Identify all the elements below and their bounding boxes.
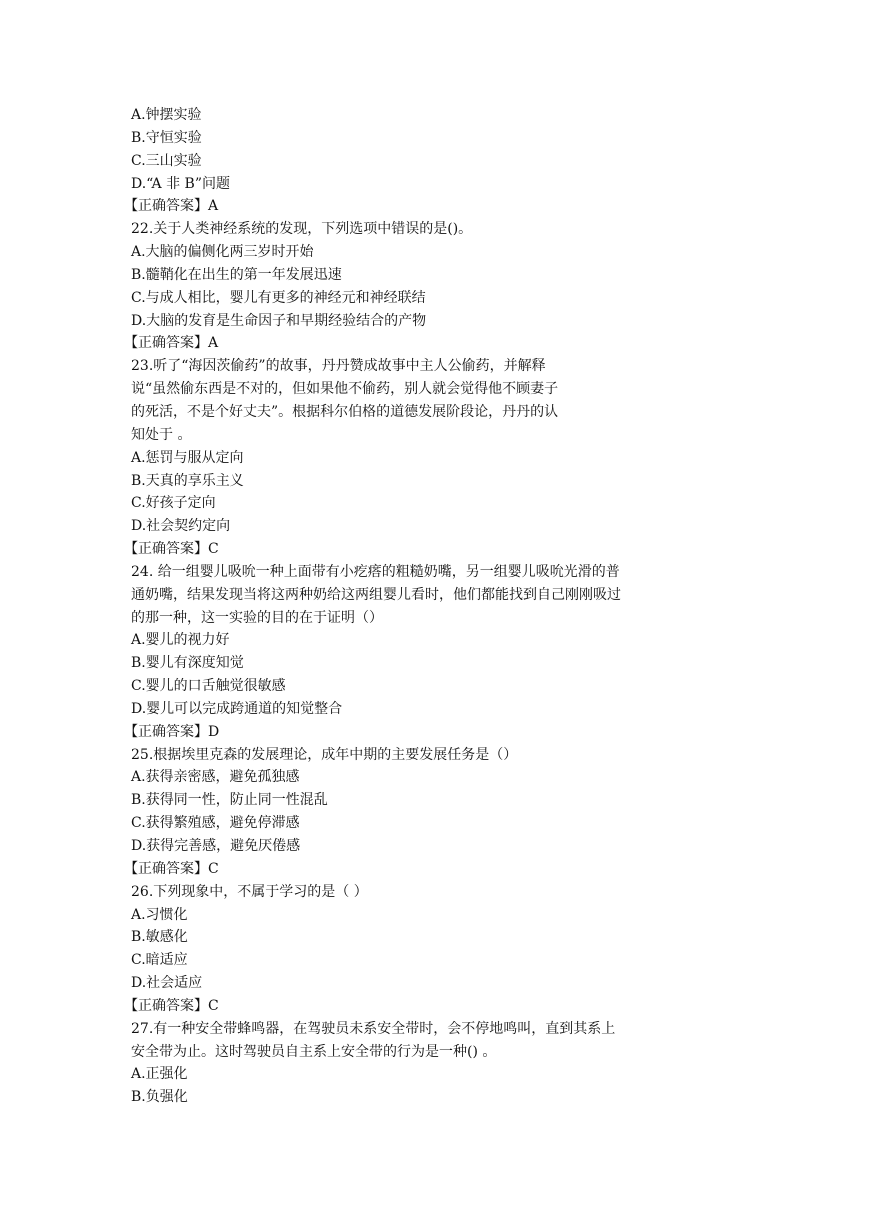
option-line: D.社会适应 bbox=[131, 975, 203, 992]
option-line: B.负强化 bbox=[131, 1089, 188, 1106]
option-line: B.婴儿有深度知觉 bbox=[131, 655, 244, 672]
answer-line: 【正确答案】C bbox=[124, 860, 219, 877]
answer-line: 【正确答案】C bbox=[124, 997, 219, 1014]
question-line: 说“虽然偷东西是不对的，但如果他不偷药，别人就会觉得他不顾妻子 bbox=[131, 381, 559, 398]
question-line: 通奶嘴，结果发现当将这两种奶给这两组婴儿看时，他们都能找到自己刚刚吸过 bbox=[131, 586, 621, 603]
question-line: 22.关于人类神经系统的发现，下列选项中错误的是()。 bbox=[131, 221, 473, 238]
question-line: 27.有一种安全带蜂鸣器，在驾驶员未系安全带时，会不停地鸣叫，直到其系上 bbox=[131, 1020, 616, 1037]
question-line: 23.听了“海因茨偷药”的故事，丹丹赞成故事中主人公偷药，并解释 bbox=[131, 358, 546, 375]
option-line: C.与成人相比，婴儿有更多的神经元和神经联结 bbox=[131, 289, 426, 306]
option-line: A.大脑的偏侧化两三岁时开始 bbox=[131, 244, 314, 261]
question-line: 26.下列现象中，不属于学习的是（ ） bbox=[131, 883, 368, 900]
option-line: C.三山实验 bbox=[131, 152, 202, 169]
option-line: D.获得完善感，避免厌倦感 bbox=[131, 838, 301, 854]
answer-line: 【正确答案】A bbox=[124, 198, 219, 215]
option-line: A.获得亲密感，避免孤独感 bbox=[131, 769, 300, 786]
answer-line: 【正确答案】A bbox=[124, 335, 219, 352]
option-line: A.正强化 bbox=[131, 1066, 188, 1083]
option-line: C.好孩子定向 bbox=[131, 495, 216, 512]
option-line: A.婴儿的视力好 bbox=[131, 632, 230, 649]
option-line: A.习惯化 bbox=[131, 906, 188, 923]
document-page bbox=[124, 104, 691, 1109]
answer-line: 【正确答案】C bbox=[124, 541, 219, 558]
option-line: B.守恒实验 bbox=[131, 129, 202, 146]
option-line: D.社会契约定向 bbox=[131, 518, 231, 535]
answer-line: 【正确答案】D bbox=[124, 723, 220, 740]
question-line: 24. 给一组婴儿吸吮一种上面带有小疙瘩的粗糙奶嘴，另一组婴儿吸吮光滑的普 bbox=[131, 563, 620, 580]
question-line: 知处于 。 bbox=[131, 426, 192, 443]
question-line: 的死活，不是个好丈夫”。根据科尔伯格的道德发展阶段论，丹丹的认 bbox=[131, 403, 559, 420]
option-line: A.钟摆实验 bbox=[131, 107, 202, 123]
question-line: 安全带为止。这时驾驶员自主系上安全带的行为是一种() 。 bbox=[131, 1043, 497, 1060]
option-line: C.暗适应 bbox=[131, 952, 188, 969]
question-line: 的那一种，这一实验的目的在于证明（） bbox=[131, 609, 383, 626]
option-line: D.婴儿可以完成跨通道的知觉整合 bbox=[131, 700, 343, 717]
option-line: C.获得繁殖感，避免停滞感 bbox=[131, 815, 300, 832]
option-line: D.“A 非 B”问题 bbox=[131, 175, 230, 192]
option-line: A.惩罚与服从定向 bbox=[131, 449, 244, 466]
question-line: 25.根据埃里克森的发展理论，成年中期的主要发展任务是（） bbox=[131, 746, 518, 763]
option-line: B.天真的享乐主义 bbox=[131, 472, 244, 489]
option-line: D.大脑的发育是生命因子和早期经验结合的产物 bbox=[131, 312, 427, 329]
option-line: B.获得同一性，防止同一性混乱 bbox=[131, 792, 328, 809]
option-line: C.婴儿的口舌触觉很敏感 bbox=[131, 678, 286, 695]
option-line: B.髓鞘化在出生的第一年发展迅速 bbox=[131, 266, 342, 283]
option-line: B.敏感化 bbox=[131, 929, 188, 946]
